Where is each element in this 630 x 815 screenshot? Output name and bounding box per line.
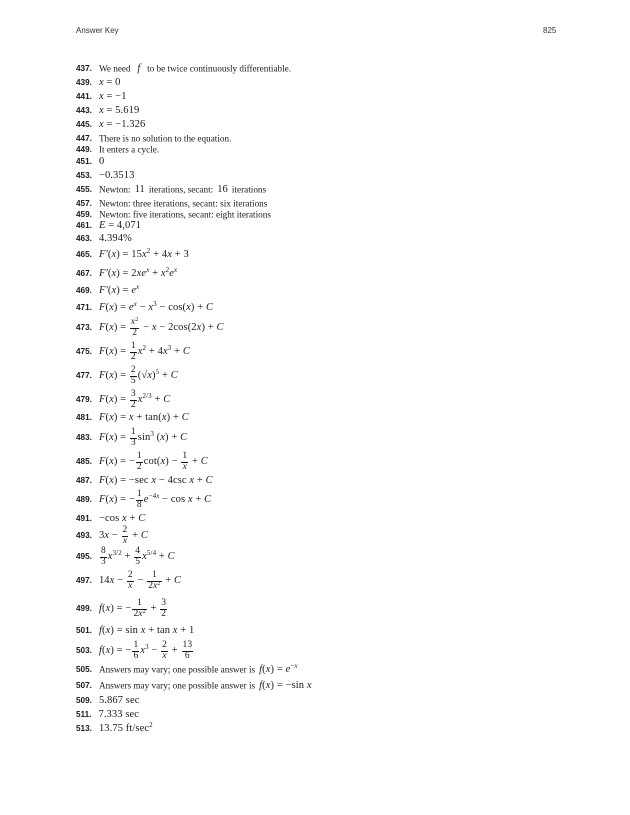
answer-text: Answers may vary; one possible answer is (98, 664, 256, 675)
answer-number: 459. (76, 210, 92, 220)
answer-text: It enters a cycle. (98, 144, 160, 155)
answer-text: Newton: three iterations, secant: six iterations (98, 198, 268, 209)
answer-math: 3x − $\frac{2}{x}$ + C (98, 525, 148, 546)
answer-number: 495. (76, 551, 92, 561)
answer-number: 461. (76, 221, 92, 231)
answer-471 (76, 300, 213, 316)
answer-number: 449. (76, 145, 92, 155)
answer-math: $\frac{8}{3}$ $x^{3/2}$ + $\frac{4}{5}$ $x^{5/4} + C$ (100, 546, 175, 567)
answer-499 (76, 599, 168, 619)
answer-number: 497. (76, 575, 92, 585)
answer-math: $F'(x) = 15x^2 + 4x + 3$ (98, 247, 189, 261)
answer-489 (76, 490, 211, 510)
answer-text: We need (98, 63, 131, 74)
answer-number: 457. (76, 199, 92, 209)
answer-math: F(x) = − $\frac{1}{8}$ $e^{-4x} - \cos x + C$ (98, 489, 212, 510)
answer-math: −cos x + C (98, 513, 146, 525)
answer-math: F(x) = $\frac{3}{2}$ $x^{2/3} + C$ (98, 389, 171, 410)
answer-479 (76, 390, 170, 410)
answer-507 (76, 678, 312, 694)
answer-math: −0.3513 (98, 170, 135, 182)
answer-text: Newton: (98, 184, 131, 195)
answer-number: 511. (76, 710, 92, 720)
answer-number: 455. (76, 185, 92, 195)
answer-math-2: 16 (217, 184, 228, 196)
answer-math: F(x) = $\frac{1}{2}$ $x^2 + 4x^3 + C$ (98, 341, 190, 362)
answer-math: f(x) = − $\frac{1}{6}$ $x^3$ − $\frac{2}{x}$ + $\frac{13}{6}$ (98, 640, 193, 661)
answer-number: 469. (76, 286, 92, 296)
answer-number: 441. (76, 92, 92, 102)
answer-math: 7.333 sec (98, 709, 140, 721)
answer-math: 11 (134, 184, 145, 196)
answer-number: 447. (76, 134, 92, 144)
answer-math: F(x) = − $\frac{1}{2}$ cot(x) − $\frac{1}{x}$ + C (98, 451, 208, 472)
answer-number: 475. (76, 346, 92, 356)
answer-math: F(x) = −sec x − 4csc x + C (98, 475, 213, 487)
answer-math: f (134, 63, 144, 75)
answer-495 (76, 547, 175, 567)
answer-math: x = −1.326 (98, 119, 146, 131)
answer-math: 4.394% (98, 233, 132, 245)
answer-number: 467. (76, 269, 92, 279)
answer-math: F(x) = x + tan(x) + C (98, 412, 189, 424)
answer-math: 5.867 sec (98, 695, 140, 707)
answer-math: 13.75 $ft/\sec^2$ (98, 721, 153, 735)
answer-number: 481. (76, 413, 92, 423)
answer-number: 471. (76, 303, 92, 313)
answer-number: 453. (76, 171, 92, 181)
answer-501 (76, 623, 194, 639)
answer-math: F(x) = $\frac{x^2}{2}$ − x − 2cos(2x) + C (98, 317, 224, 338)
answer-number: 509. (76, 696, 92, 706)
answer-text: Answers may vary; one possible answer is (98, 680, 256, 691)
answer-math: E = 4,071 (98, 220, 142, 232)
answer-481 (76, 410, 189, 426)
answer-text: There is no solution to the equation. (98, 133, 232, 144)
answer-493 (76, 526, 148, 546)
answer-485 (76, 452, 208, 472)
answer-math: f(x) = sin x + tan x + 1 (98, 625, 195, 637)
answer-number: 503. (76, 645, 92, 655)
answer-number: 507. (76, 681, 92, 691)
answer-math: x = 5.619 (98, 105, 140, 117)
answer-text: Newton: five iterations, secant: eight iterations (98, 209, 271, 220)
answer-math: F(x) = $\frac{1}{3}$ $\sin^3 (x) + C$ (98, 427, 188, 448)
answer-math: f(x) = −sin x (259, 680, 312, 692)
answer-477 (76, 366, 178, 386)
answer-483 (76, 428, 187, 448)
answer-math: x = 0 (98, 77, 121, 89)
answer-number: 489. (76, 494, 92, 504)
answer-math: x = −1 (98, 91, 127, 103)
answer-number: 483. (76, 432, 92, 442)
answer-number: 477. (76, 370, 92, 380)
answer-number: 473. (76, 322, 92, 332)
answer-number: 437. (76, 64, 92, 74)
answer-math: $F'(x) = 2xe^x + x^2e^x$ (98, 266, 178, 280)
answer-465 (76, 247, 189, 263)
answer-number: 439. (76, 78, 92, 88)
answer-number: 445. (76, 120, 92, 130)
answer-number: 487. (76, 476, 92, 486)
answer-number: 499. (76, 603, 92, 613)
answer-number: 485. (76, 456, 92, 466)
answer-491 (76, 511, 145, 527)
answer-math: $F(x) = e^x - x^3 - \cos(x) + C$ (98, 300, 214, 314)
answer-473 (76, 318, 224, 338)
running-header-section: Answer Key (76, 26, 119, 35)
answer-text-after-2: iterations (231, 184, 267, 195)
answer-505 (76, 662, 298, 678)
answer-number: 463. (76, 234, 92, 244)
answer-math: 14x − $\frac{2}{x}$ − $\frac{1}{2x^2}$ + C (98, 570, 182, 591)
answer-math: 0 (98, 156, 105, 168)
answer-469 (76, 283, 139, 299)
answer-math: F(x) = $\frac{2}{5}$ $(√x)^5 + C$ (98, 365, 178, 386)
answer-number: 505. (76, 665, 92, 675)
answer-math: $F'(x) = e^x$ (98, 283, 140, 297)
page-number: 825 (543, 26, 557, 35)
answer-467 (76, 266, 177, 282)
answer-number: 513. (76, 724, 92, 734)
answer-497 (76, 571, 181, 591)
answer-math: f(x) = − $\frac{1}{2x^2}$ + $\frac{3}{2}$ (98, 598, 167, 619)
answer-503 (76, 641, 194, 661)
answer-463 (76, 231, 132, 247)
answer-513 (76, 721, 153, 737)
answer-text-after: iterations, secant: (148, 184, 214, 195)
answer-number: 491. (76, 514, 92, 524)
answer-number: 479. (76, 394, 92, 404)
answer-text-after: to be twice continuously differentiable. (147, 63, 292, 74)
answer-number: 443. (76, 106, 92, 116)
answer-number: 465. (76, 250, 92, 260)
answer-number: 493. (76, 530, 92, 540)
answer-number: 501. (76, 626, 92, 636)
answer-math: $f(x) = e^{-x}$ (259, 662, 298, 676)
answer-487 (76, 473, 213, 489)
answer-number: 451. (76, 157, 92, 167)
answer-475 (76, 342, 190, 362)
